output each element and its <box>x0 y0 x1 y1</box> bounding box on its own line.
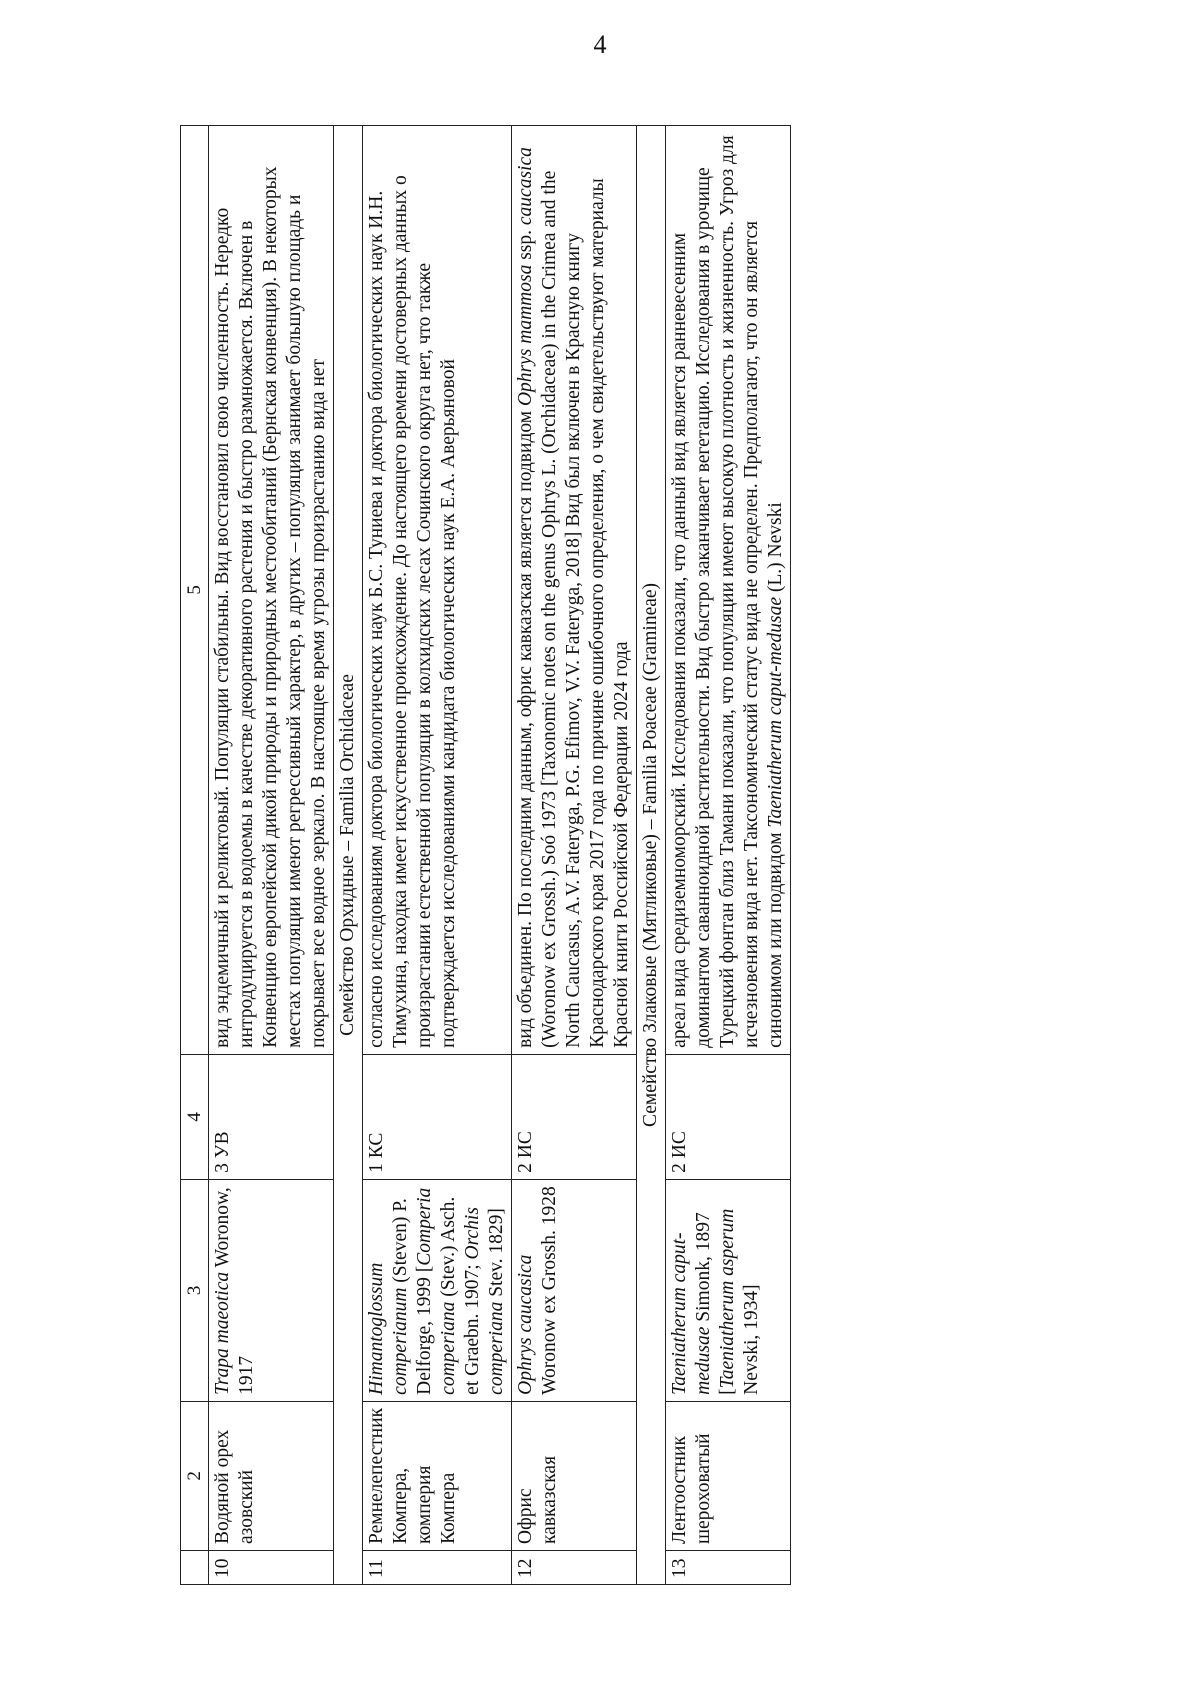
rotated-table-wrapper <box>180 125 1060 1585</box>
species-name-ru: Ремнелепестник Компера, комперия Компера <box>363 1401 512 1550</box>
italic-text: Trapa maeotica <box>212 1271 234 1395</box>
header-col-5: 5 <box>181 126 209 1055</box>
italic-text: Orchis comperiana <box>462 1207 508 1395</box>
family-row <box>637 126 666 1585</box>
header-col-4: 4 <box>181 1054 209 1179</box>
italic-text: Taeniatherum caput-medusae <box>765 597 787 828</box>
species-name-latin <box>209 1179 334 1401</box>
text-run: (Woronow ex Grossh.) Soó 1973 [Taxonomic notes on the genus Ophrys L. (Orchidaceae) in the Crimea and the North Caucasus, A.V. Fateryga, P.G. Efimov, V.V. Fateryga, 2018] Вид был включен в Красную книгу Краснодарского края 2017 года по причине ошибочного определения, о чем свидетельствуют материалы Красной книги Российской Федерации 2024 года <box>539 170 633 1048</box>
species-name-ru: Водяной орех азовский <box>209 1401 334 1550</box>
text-run: ареал вида средиземноморский. Исследования показали, что данный вид является ранневесенним доминантом саванноидной растительности. Вид быстро заканчивает вегетацию. Исследования в урочище Турецкий фонтан близ Тамани показали, что популяции имеют высокую плотность и жизненность. Угроз для исчезновения вида нет. Таксономический статус вида не определен. Предполагают, что он является синонимом или подвидом <box>669 135 787 1048</box>
species-row <box>363 126 512 1585</box>
species-row <box>209 126 334 1585</box>
status-category: 2 ИС <box>666 1054 791 1179</box>
species-name-ru: Лентоостник шероховатый <box>666 1401 791 1550</box>
text-run: Stev. 1829] <box>486 1208 508 1302</box>
text-run: согласно исследованиям доктора биологических наук Б.С. Туниева и доктора биологических наук И.Н. Тимухина, находка имеет искусственное происхождение. До настоящего времени достоверных данных о произрастании естественной популяции в колхидских лесах Сочинского округа нет, что также подтверждается исследованиями кандидата биологических наук Е.А. Аверьяновой <box>366 175 460 1048</box>
species-name-latin <box>512 1179 637 1401</box>
italic-text: Taeniatherum caput-medusae <box>669 1232 715 1395</box>
species-description <box>363 126 512 1055</box>
page-number: 4 <box>593 30 607 59</box>
species-row <box>666 126 791 1585</box>
italic-text: Taeniatherum asperum <box>717 1208 739 1389</box>
family-heading: Семейство Злаковые (Мятликовые) – Familia Poaceae (Gramineae) <box>637 126 666 1585</box>
header-col-1 <box>181 1551 209 1585</box>
species-row <box>512 126 637 1585</box>
italic-text: caucasica <box>515 147 537 226</box>
status-category: 3 УВ <box>209 1054 334 1179</box>
text-run: ssp. <box>515 225 537 265</box>
text-run: вид объединен. По последним данным, офрис кавказская является подвидом <box>515 406 537 1048</box>
species-description <box>512 126 637 1055</box>
text-run: Nevski, 1934] <box>741 1284 763 1395</box>
text-run: (Steven) P. Delforge, 1999 [ <box>390 1198 436 1395</box>
text-run: вид эндемичный и реликтовый. Популяции стабильны. Вид восстановил свою численность. Нередко интродуцируется в водоемы в качестве декоративного растения и быстро размножается. Включен в Конвенцию европейской дикой природы и природных местообитаний (Бернская конвенция). В некоторых местах популяции имеют регрессивный характер, в других – популяция занимает большую площадь и покрывает все водное зеркало. В настоящее время угрозы произрастанию вида нет <box>212 166 330 1048</box>
row-number: 11 <box>363 1551 512 1585</box>
text-run: (Stev.) Asch. et Graebn. 1907; <box>438 1196 484 1395</box>
italic-text: Himantoglossum comperianum <box>366 1262 412 1395</box>
text-run: Woronow ex Grossh. 1928 <box>539 1186 561 1395</box>
italic-text: Ophrys caucasica <box>515 1254 537 1395</box>
species-name-latin <box>363 1179 512 1401</box>
red-book-table <box>180 125 791 1585</box>
text-run: Woronow, 1917 <box>212 1187 258 1395</box>
status-category: 1 КС <box>363 1054 512 1179</box>
row-number: 13 <box>666 1551 791 1585</box>
italic-text: Comperia comperiana <box>414 1187 460 1395</box>
row-number: 10 <box>209 1551 334 1585</box>
family-heading: Семейство Орхидные – Familia Orchidaceae <box>334 126 363 1585</box>
header-col-3: 3 <box>181 1179 209 1401</box>
species-description <box>666 126 791 1055</box>
text-run: (L.) Nevski <box>765 502 787 598</box>
table-body <box>181 126 791 1585</box>
species-name-latin <box>666 1179 791 1401</box>
species-description <box>209 126 334 1055</box>
family-row <box>334 126 363 1585</box>
header-col-2: 2 <box>181 1401 209 1550</box>
species-name-ru: Офрис кавказская <box>512 1401 637 1550</box>
text-run: Simonk, 1897 [ <box>693 1212 739 1395</box>
table-header-row <box>181 126 209 1585</box>
italic-text: Ophrys mammosa <box>515 264 537 407</box>
row-number: 12 <box>512 1551 637 1585</box>
status-category: 2 ИС <box>512 1054 637 1179</box>
